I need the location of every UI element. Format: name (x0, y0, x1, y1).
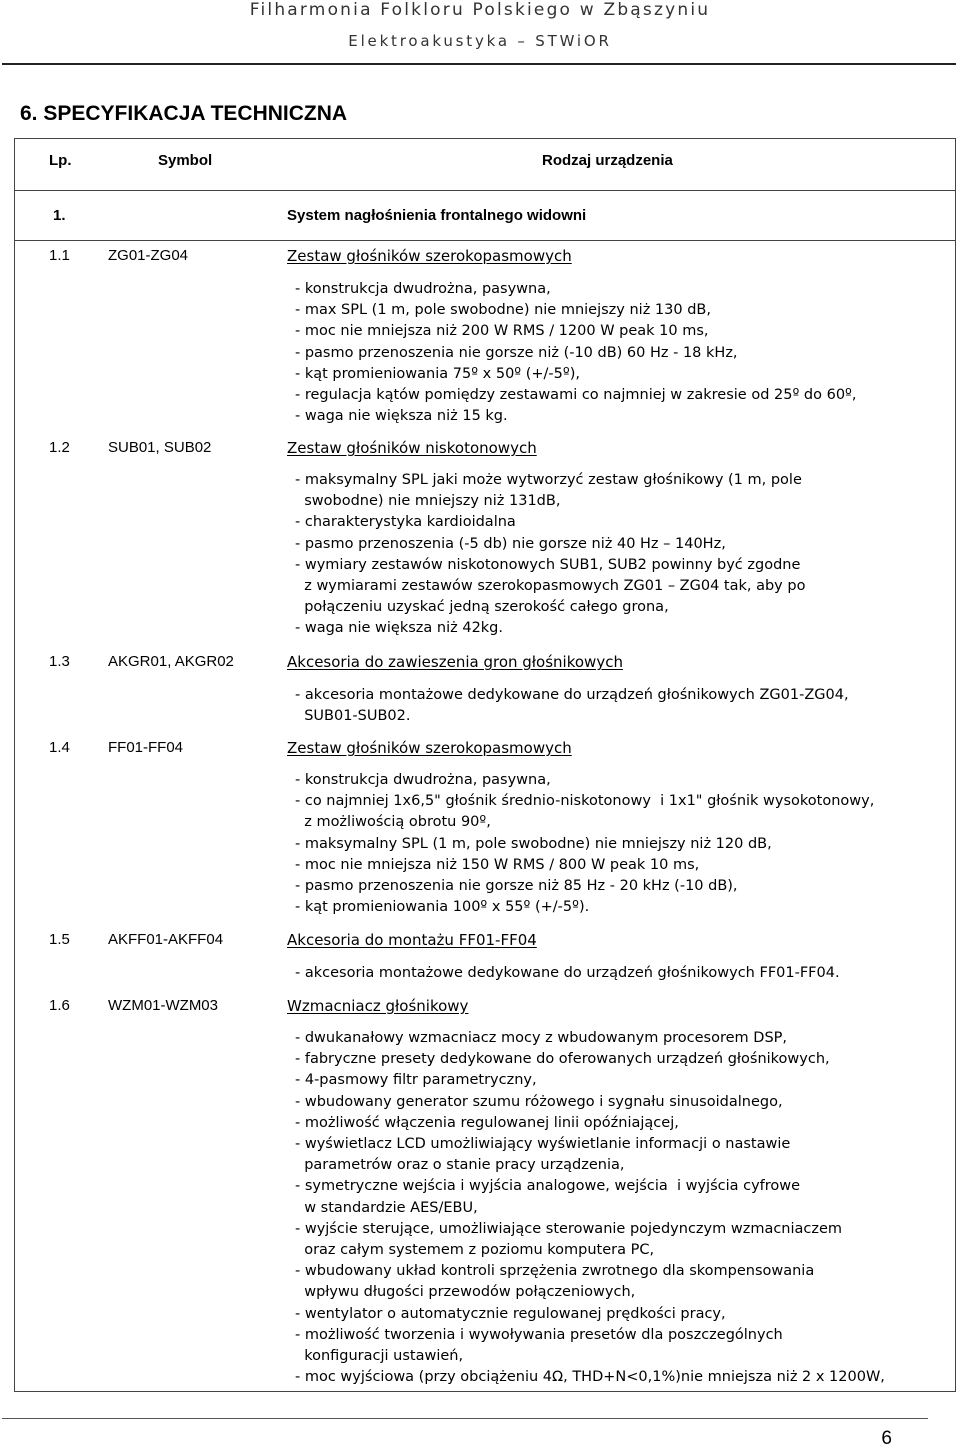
spec-line: z wymiarami zestawów szerokopasmowych ZG01 – ZG04 tak, aby po (295, 578, 806, 595)
item-number: 1.5 (49, 931, 70, 948)
spec-line: - wbudowany układ kontroli sprzężenia zwrotnego dla skompensowania (295, 1263, 815, 1280)
item-title: Wzmacniacz głośnikowy (287, 997, 469, 1015)
spec-line: - akcesoria montażowe dedykowane do urządzeń głośnikowych FF01-FF04. (295, 965, 840, 981)
col-header-symbol: Symbol (158, 152, 213, 169)
spec-line: - moc nie mniejsza niż 200 W RMS / 1200 W peak 10 ms, (295, 323, 709, 340)
spec-line: - 4-pasmowy filtr parametryczny, (295, 1072, 537, 1089)
item-number: 1.2 (49, 439, 70, 456)
section-title: 6. SPECYFIKACJA TECHNICZNA (20, 102, 348, 125)
item-number: 1.3 (49, 653, 70, 670)
header-institution: Filharmonia Folkloru Polskiego w Zbąszyniu (249, 0, 711, 20)
header-rule (2, 63, 956, 65)
spec-line: w standardzie AES/EBU, (295, 1199, 478, 1216)
spec-line: - akcesoria montażowe dedykowane do urządzeń głośnikowych ZG01-ZG04, (295, 687, 849, 703)
footer-rule (2, 1418, 928, 1419)
item-symbol: AKFF01-AKFF04 (108, 931, 224, 948)
spec-line: - pasmo przenoszenia nie gorsze niż 85 Hz - 20 kHz (-10 dB), (295, 878, 738, 895)
table-group-divider (14, 240, 956, 241)
spec-line: - kąt promieniowania 100º x 55º (+/-5º). (295, 899, 590, 916)
spec-line: parametrów oraz o stanie pracy urządzenia, (295, 1157, 625, 1174)
spec-line: - wymiary zestawów niskotonowych SUB1, SUB2 powinny być zgodne (295, 556, 801, 573)
spec-line: - maksymalny SPL (1 m, pole swobodne) nie mniejszy niż 120 dB, (295, 835, 772, 852)
item-title: Akcesoria do montażu FF01-FF04 (287, 931, 537, 949)
spec-line: - wyjście sterujące, umożliwiające sterowanie pojedynczym wzmacniaczem (295, 1220, 843, 1237)
item-symbol: FF01-FF04 (108, 739, 184, 756)
spec-line: - możliwość włączenia regulowanej linii opóźniającej, (295, 1114, 679, 1131)
spec-line: oraz całym systemem z poziomu komputera PC, (295, 1242, 655, 1259)
item-symbol: ZG01-ZG04 (108, 247, 189, 264)
spec-line: z możliwością obrotu 90º, (295, 814, 491, 831)
item-number: 1.6 (49, 997, 70, 1014)
spec-line: - wyświetlacz LCD umożliwiający wyświetlanie informacji o nastawie (295, 1136, 791, 1153)
spec-line: konfiguracji ustawień, (295, 1348, 464, 1365)
item-spec-list (295, 685, 945, 727)
spec-line: - moc nie mniejsza niż 150 W RMS / 800 W peak 10 ms, (295, 856, 700, 873)
spec-line: - charakterystyka kardioidalna (295, 514, 516, 531)
spec-line: - waga nie większa niż 42kg. (295, 620, 503, 637)
item-spec-list (295, 963, 945, 984)
spec-line: - konstrukcja dwudrożna, pasywna, (295, 281, 551, 297)
spec-line: - konstrukcja dwudrożna, pasywna, (295, 772, 551, 788)
spec-line: - maksymalny SPL jaki może wytworzyć zestaw głośnikowy (1 m, pole (295, 472, 802, 488)
spec-line: - waga nie większa niż 15 kg. (295, 408, 508, 425)
col-header-lp: Lp. (49, 152, 72, 169)
spec-line: SUB01-SUB02. (295, 708, 411, 725)
item-title: Akcesoria do zawieszenia gron głośnikowych (287, 653, 623, 671)
spec-line: - wbudowany generator szumu różowego i sygnału sinusoidalnego, (295, 1093, 783, 1110)
item-symbol: WZM01-WZM03 (108, 997, 218, 1014)
item-spec-list (295, 470, 945, 640)
spec-line: połączeniu uzyskać jedną szerokość całego grona, (295, 599, 669, 616)
item-spec-list (295, 279, 945, 427)
item-spec-list (295, 770, 945, 918)
group-title: System nagłośnienia frontalnego widowni (287, 207, 587, 224)
col-header-type: Rodzaj urządzenia (542, 152, 673, 169)
spec-line: - fabryczne presety dedykowane do oferowanych urządzeń głośnikowych, (295, 1051, 830, 1068)
page-number: 6 (881, 1428, 892, 1449)
spec-line: - wentylator o automatycznie regulowanej prędkości pracy, (295, 1305, 726, 1322)
item-symbol: SUB01, SUB02 (108, 439, 212, 456)
spec-line: wpływu długości przewodów połączeniowych, (295, 1284, 636, 1301)
spec-line: swobodne) nie mniejszy niż 131dB, (295, 493, 561, 510)
item-spec-list (295, 1028, 945, 1388)
item-title: Zestaw głośników niskotonowych (287, 439, 537, 457)
spec-line: - kąt promieniowania 75º x 50º (+/-5º), (295, 365, 580, 382)
item-number: 1.4 (49, 739, 70, 756)
item-title: Zestaw głośników szerokopasmowych (287, 739, 572, 757)
spec-line: - możliwość tworzenia i wywoływania presetów dla poszczególnych (295, 1326, 783, 1343)
spec-line: - symetryczne wejścia i wyjścia analogowe, wejścia i wyjścia cyfrowe (295, 1178, 801, 1195)
group-number: 1. (53, 207, 66, 224)
header-subject: Elektroakustyka – STWiOR (348, 32, 612, 50)
spec-line: - regulacja kątów pomiędzy zestawami co najmniej w zakresie od 25º do 60º, (295, 387, 857, 404)
item-number: 1.1 (49, 247, 70, 264)
spec-line: - dwukanałowy wzmacniacz mocy z wbudowanym procesorem DSP, (295, 1030, 788, 1046)
spec-line: - max SPL (1 m, pole swobodne) nie mniejszy niż 130 dB, (295, 302, 711, 319)
spec-line: - co najmniej 1x6,5" głośnik średnio-niskotonowy i 1x1" głośnik wysokotonowy, (295, 793, 875, 810)
spec-line: - pasmo przenoszenia nie gorsze niż (-10 dB) 60 Hz - 18 kHz, (295, 344, 738, 361)
item-title: Zestaw głośników szerokopasmowych (287, 247, 572, 265)
table-header-divider (14, 190, 956, 191)
spec-line: - pasmo przenoszenia (-5 db) nie gorsze niż 40 Hz – 140Hz, (295, 535, 726, 552)
item-symbol: AKGR01, AKGR02 (108, 653, 234, 670)
spec-line: - moc wyjściowa (przy obciążeniu 4Ω, THD+N<0,1%)nie mniejsza niż 2 x 1200W, (295, 1369, 885, 1386)
